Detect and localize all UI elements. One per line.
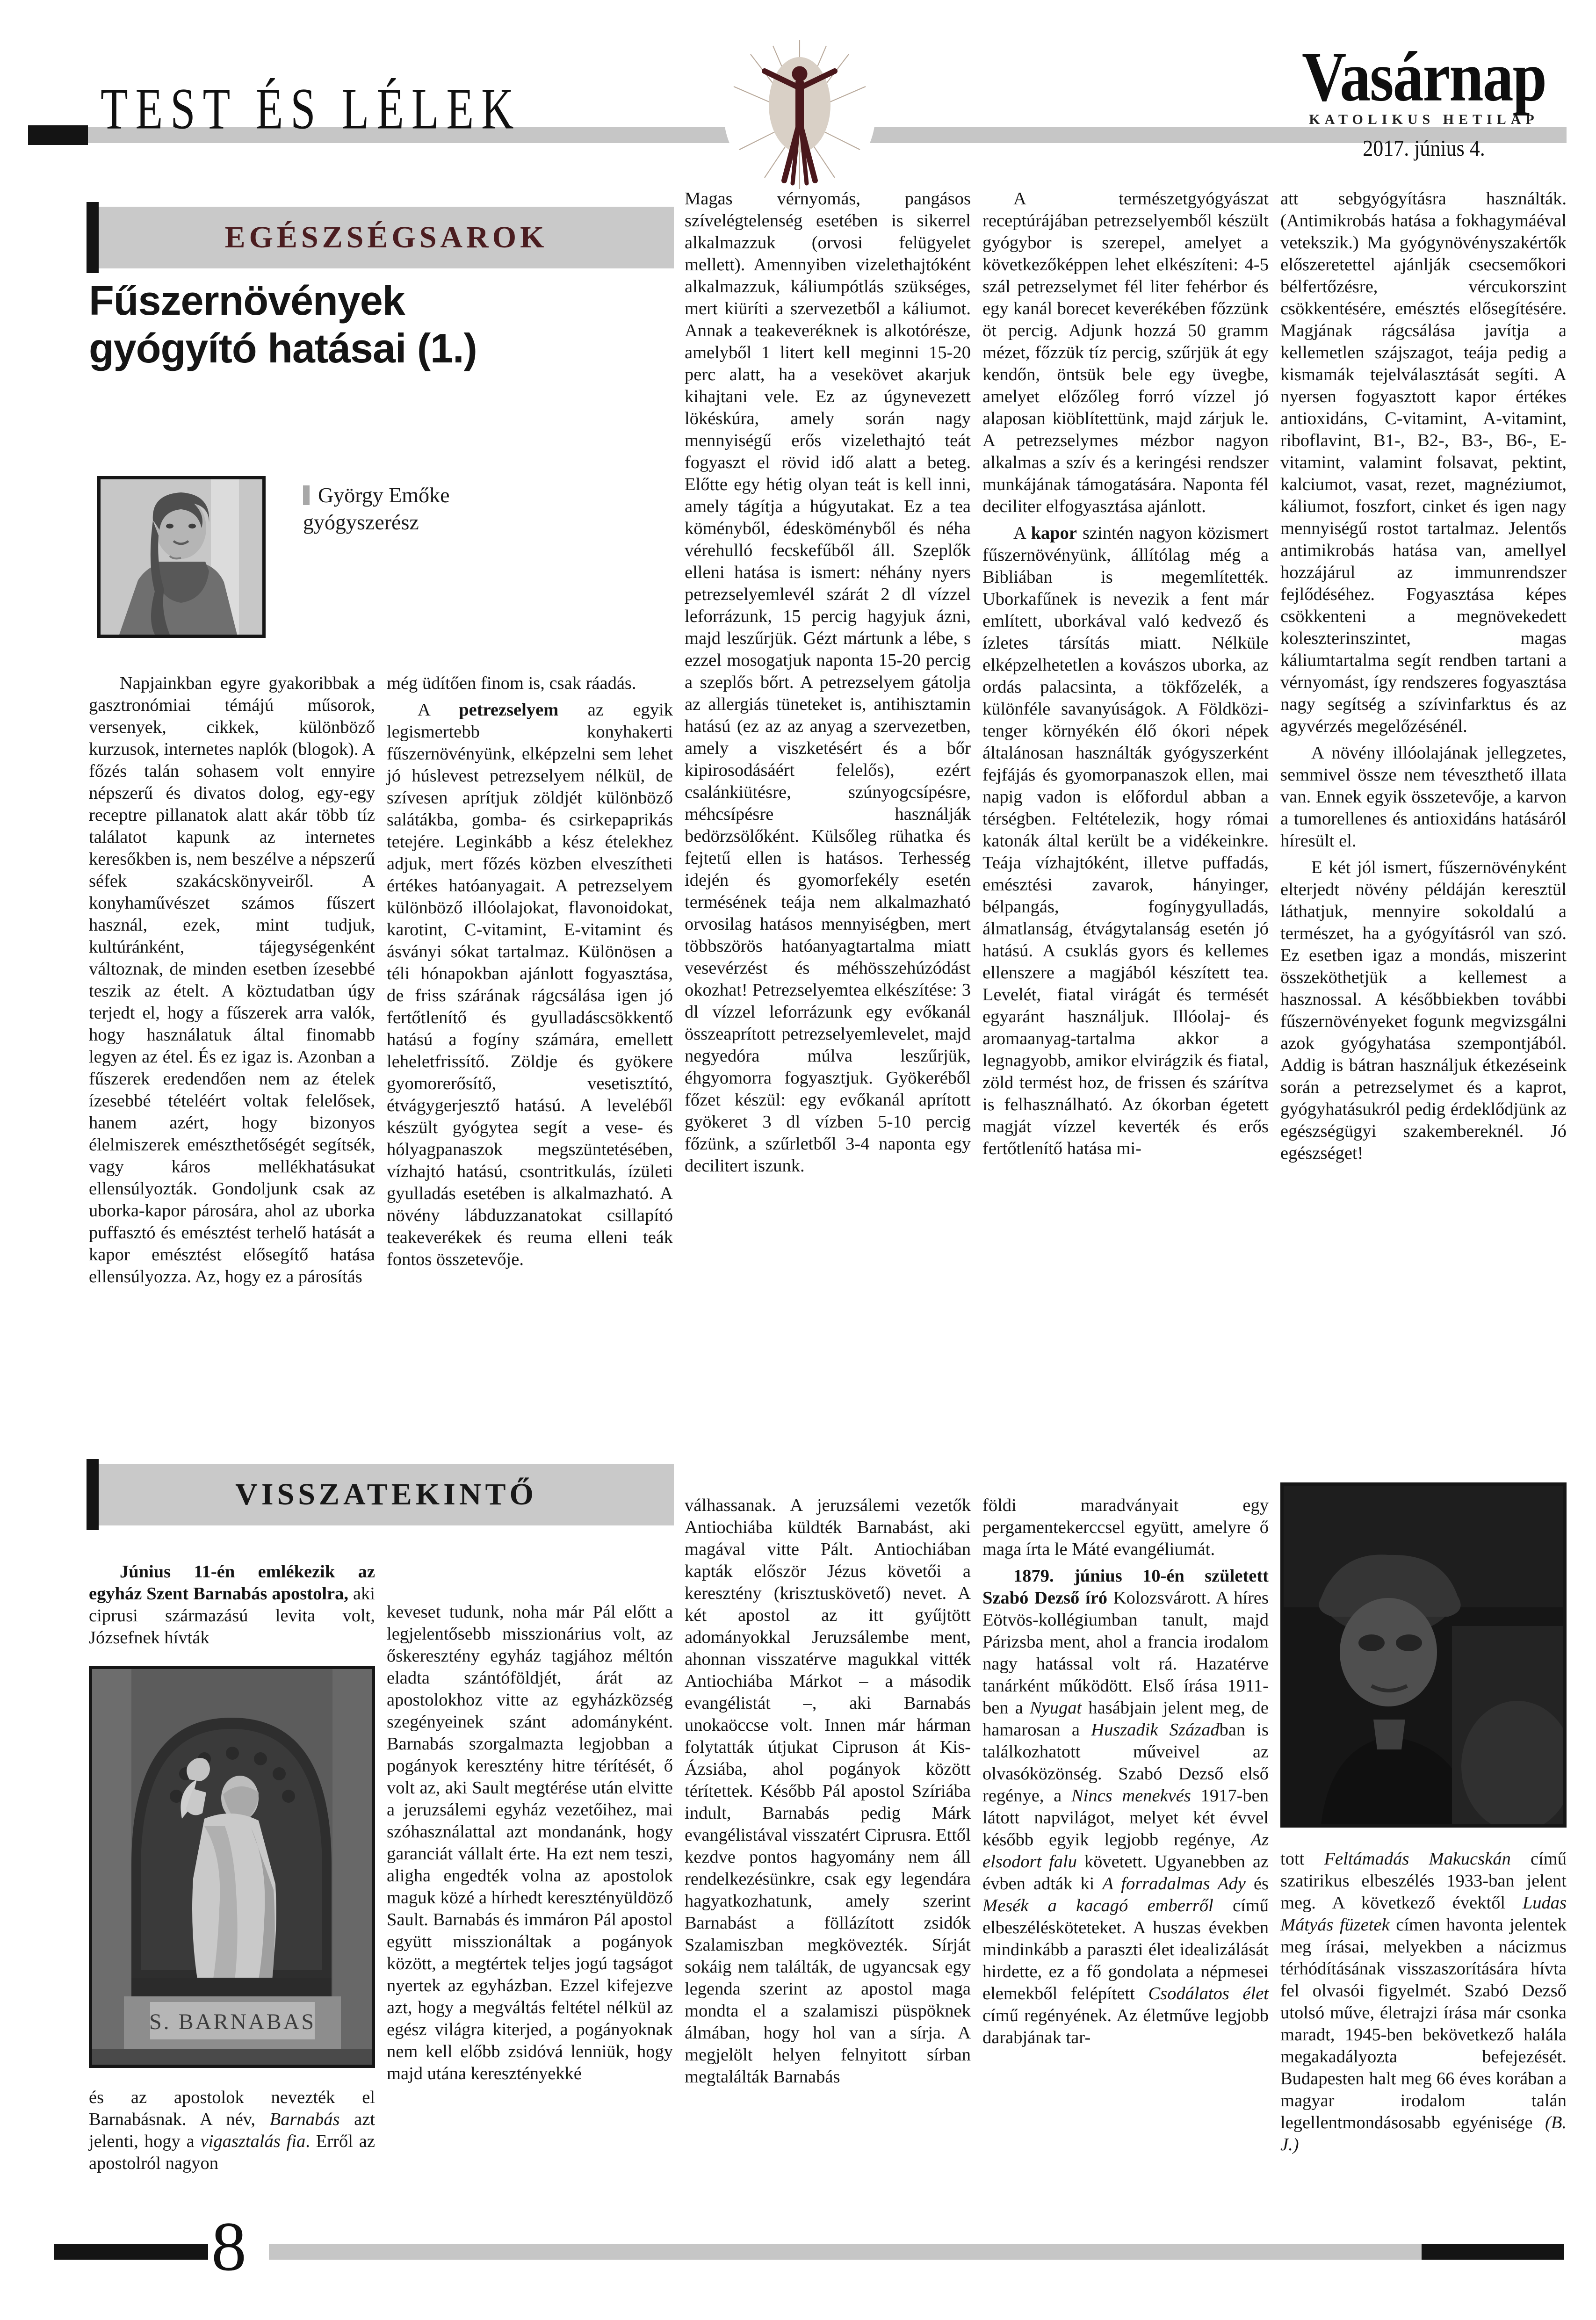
article-paragraph: Napjainkban egyre gyakoribbak a gasztronómiai témájú műsorok, versenyek, cikkek, különböző kurzusok, internetes naplók (blogok). A főzés talán sohasem volt ennyire népszerű és divatos dolog, egy-egy receptre pillanatok alatt akár több tíz találatot kapunk az internetes keresőkben is, nem beszélve a népszerű séfek szakácskönyveiről. A konyhaművészet számos fűszert használ, ezek, mint tudjuk, kultúránként, tájegységenként változnak, de minden esetben ízesebbé teszik az ételt. A köztudatban úgy terjedt el, hogy a fűszerek arra valók, hogy használatuk által finomabb legyen az étel. És ez igaz is. Azonban a fűszerek eredendően nem az ételek ízesebbé tételéért voltak felelősek, hanem azért, hogy bizonyos élelmiszerek emészthetőségét segítsék, vagy káros mellékhatásukat ellensúlyozták. Gondoljunk csak az uborka-kapor párosára, ahol az uborka puffasztó és emésztést terhelő hatását a kapor emésztést elősegítő hatása ellensúlyozza. Az, hogy ez a párosítás [89, 673, 375, 1286]
article-paragraph: és az apostolok nevezték el Barnabásnak. A név, Barnabás azt jelenti, hogy a vigasztalás fia. Erről az apostolról nagyon [89, 2088, 376, 2173]
article-paragraph: att sebgyógyításra használták. (Antimikrobás hatása a fokhagymáéval vetekszik.) Ma gyógynövényszakértők előszeretettel ajánlják csecsemőkori bélfertőzésre, vércukorszint csökkentésére, emésztés elősegítésére. Magjának rágcsálása javítja a kellemetlen szájszagot, teája pedig a kismamák tejelválasztását segíti. A nyersen fogyasztott kapor értékes antioxidáns, C-vitamint, A-vitamint, riboflavint, B1-, B2-, B3-, B6-, E-vitamint, valamint folsavat, pektint, kalciumot, vasat, rezet, magnéziumot, káliumot, foszfort, cinket és igen nagy mennyiségű rostot tartalmaz. Jelentős antimikrobás hatása van, amellyel hozzájárul az immunrendszer fejlődéséhez. Fogyasztása képes csökkenteni a megnövekedett koleszterinszintet, magas káliumtartalma segít rendben tartani a vérnyomást, így rendszeres fogyasztása nagy segítség a szívinfarktus és az agyvérzés megelőzésénél. [1280, 189, 1567, 736]
retro-column-1-top-text [89, 1561, 375, 1649]
retro-column-3 [685, 1495, 971, 2205]
article-paragraph: még üdítően finom is, csak ráadás. [387, 673, 636, 693]
article-paragraph: Magas vérnyomás, pangásos szívelégtelenség esetében is sikerrel alkalmazzuk (orvosi felügyelet mellett). Amennyiben vizelethajtóként alkalmazzuk, káliumpótlás szükséges, mert kiüríti a szervezetből a káliumot. Annak a teakeveréknek is alkotórésze, amelyből 1 litert kell meginni 15-20 perc alatt, ha a vesekövet akarjuk kihajtani vele. Ez az úgynevezett lökéskúra, amely során nagy mennyiségű erős vizelethajtó teát fogyaszt el rövid idő alatt a beteg. Előtte egy hétig olyan teát is kell inni, amely tágítja a húgyutakat. Ez a tea köményből, édesköményből és néha vérehulló fecskefűből áll. Szeplők elleni hatása is ismert: néhány nyers petrezselyemlevél szárát 2 dl vízzel leforrázunk, 15 percig hagyjuk ázni, majd leszűrjük. Gézt mártunk a lébe, s ezzel mosogatjuk naponta 15-20 percig a szeplős bőrt. A petrezselyem gátolja az allergiás tüneteket is, antihisztamin hatású (ez az az anyag a szervezetben, amely a viszketésért és a bőr kipirosodásáért felelős), ezért csalánkiütésre, szúnyogcsípésre, méhcsípésre használják bedörzsölőként. Külsőleg rühatka és fejtetű ellen is hatásos. Terhesség idején és gyomorfekély esetén termésének teája nem alkalmazható orvosilag hatásos mennyiségben, mert többszörös hatóanyagtartalma miatt vesevérzést és méhösszehúzódást okozhat! Petrezselyemtea elkészítése: 3 dl vízzel leforrázunk egy evőkanál összeaprított petrezselyemlevelet, majd negyedóra múlva leszűrjük, éhgyomorra fogyasztjuk. Gyökeréből főzet készül: egy evőkanál aprított gyökeret 3 dl vízben 5-10 percig főzünk, a szűrletből 3-4 naponta egy decilitert iszunk. [685, 189, 971, 1176]
author-block [303, 482, 565, 536]
health-article-column-2 [387, 672, 673, 1428]
retro-section-band [99, 1464, 674, 1525]
article-paragraph: keveset tudunk, noha már Pál előtt a legjelentősebb misszionárius volt, az őskeresztény egyház tagjához méltón eladta szántóföldjét, árát az apostolokhoz vitte az egyházközség szegényeinek szánt adományként. Barnabás szorgalmazta legjobban a pogányok keresztény hitre térítését, ő volt az, aki Sault megtérése után elvitte a jeruzsálemi egyház vezetőihez, mai szóhasználattal azt mondanánk, hogy garanciát vállalt érte. Ha ezt nem teszi, aligha engedték volna az apostolok maguk közé a hírhedt keresztényüldöző Sault. Barnabás és immáron Pál apostol együtt misszionáltak a pogányok között, a megtértek teljes jogú tagságot nyertek az egyházban. Ezzel kifejezve azt, hogy a megváltás feltétel nélkül az egész világra kiterjed, a pogányoknak nem kell előbb zsidóvá lenniük, hogy majd utána keresztényekké [387, 1602, 673, 2083]
masthead-title: Vasárnap [1302, 36, 1546, 116]
author-photo [97, 476, 266, 638]
footer-rule-black-left [54, 2244, 208, 2260]
health-article-column-3 [685, 188, 971, 1427]
article-paragraph: A kapor szintén nagyon közismert fűszernövényünk, állítólag még a Bibliában is megemlítették. Uborkafűnek is nevezik a fent már említett, uborkával való kedvező és ízletes társítás miatt. Nélküle elképzelhetetlen a kovászos uborka, az ordás palacsinta, a tökfőzelék, a különféle savanyúságok. A Földközi-tenger környékén élő ókori népek általánosan használták gyógyszerként fejfájás és gyomorpanaszok ellen, mai napig vadon is előfordul abban a térségben. Feltételezik, hogy római katonák által került be a vidékeinkre. Teája vízhajtóként, illetve puffadás, emésztési zavarok, hányinger, bélpangás, fogínygyulladás, álmatlanság, étvágytalanság esetén jó hatású. A csuklás gyors és kellemes ellenszere a magjából készített tea. Levelét, fiatal virágát és termését egyaránt használjuk. Illóolaj- és aromaanyag-tartalma akkor a legnagyobb, amikor elvirágzik és fiatal, zöld termést hoz, de frissen és szárítva is felhasználható. Az ókorban égetett magját vízzel keverték és erős fertőtlenítő hatása mi- [982, 523, 1269, 1158]
vitruvian-man-logo-icon [722, 37, 877, 192]
health-article-column-1 [89, 672, 375, 1428]
retro-band-bar [87, 1459, 99, 1530]
article-paragraph: E két jól ismert, fűszernövényként elterjedt növény példáján keresztül láthatjuk, mennyire sokoldalú a természet, ha a gyógyításról van szó. Ez esetben igaz a mondás, miszerint összeköthetjük a kellemest a hasznossal. A későbbiekben további fűszernövényeket fogunk megvizsgálni azok gyógyhatása szempontjából. Addig is bátran használjuk étkezéseink során a petrezselymet és a kaprot, gyógyhatásukról pedig érdeklődjünk az egészségügyi szakembereknél. Jó egészséget! [1280, 858, 1567, 1163]
health-article-column-4 [982, 188, 1269, 1427]
article-title [89, 277, 477, 372]
author-bullet-mark [303, 485, 310, 505]
article-paragraph: Június 11-én emlékezik az egyház Szent Barnabás apostolra, aki ciprusi származású levita volt, Józsefnek hívták [89, 1562, 375, 1648]
page-number: 8 [211, 2208, 246, 2285]
footer-rule-gray [269, 2244, 1422, 2260]
article-title-line1: Fűszernövények [89, 277, 405, 324]
article-paragraph: tott Feltámadás Makucskán című szatirikus elbeszélés 1933-ban jelent meg. A következő évektől Ludas Mátyás füzetek címen havonta jelentek meg írásai, melyekben a nácizmus térhódításának visszaszorítására hívta fel olvasói figyelmét. Szabó Dezső utolsó műve, életrajzi írása már csonka maradt, 1945-ben bekövetkező halála megakadályozta befejezését. Budapesten halt meg 66 éves korában a magyar irodalom talán legellentmondásosabb egyénisége (B. J.) [1280, 1849, 1567, 2154]
retro-column-1-bottom-text [89, 2087, 375, 2175]
barnabas-statue-photo [89, 1666, 375, 2068]
footer-rule-black-right [1422, 2244, 1564, 2260]
masthead-block [1274, 36, 1574, 161]
article-paragraph: A növény illóolajának jellegzetes, semmivel össze nem téveszthető illata van. Ennek egyik összetevője, a karvon a tumorellenes és antioxidáns hatásáról híresült el. [1280, 743, 1567, 851]
article-title-line2: gyógyító hatásai (1.) [89, 325, 477, 371]
retro-column-1 [89, 1561, 375, 2175]
retro-section-label: VISSZATEKINTŐ [235, 1477, 537, 1511]
szabo-dezso-photo [1280, 1482, 1567, 1828]
header-rule-black-segment [28, 125, 88, 145]
statue-caption: S. BARNABAS [149, 2009, 316, 2034]
health-band-bar [87, 202, 99, 273]
masthead-subtitle: KATOLIKUS HETILAP [1309, 112, 1539, 127]
health-article-column-5 [1280, 188, 1567, 1427]
retro-column-5 [1280, 1482, 1567, 2156]
author-name: György Emőke [318, 483, 450, 507]
article-paragraph: válhassanak. A jeruzsálemi vezetők Antiochiába küldték Barnabást, aki magával vitte Pált. Antiochiában kapták először Jézus követői a keresztény (krisztuskövető) nevet. A két apostol az itt gyűjtött adományokkal Jeruzsálembe ment, ahonnan visszatérve magukkal vitték Antiochiába Márkot – a második evangélistát –, aki Barnabás unokaöccse volt. Innen már hárman folytatták útjukat Cipruson át Kis-Ázsiába, ahol pogányok között térítettek. Később Pál apostol Szíriába indult, Barnabás pedig Márk evangélistával visszatért Ciprusra. Ettől kezdve pontos hagyomány nem áll rendelkezésünkre, csak egy legendára hagyatkozhatunk, amely szerint Barnabást a föllázított zsidók Szalamiszban megkövezték. Sírját sokáig nem találták, de ugyancsak egy legenda szerint az apostol maga mondta el a szalamiszi püspöknek álmában, hogy hol van a sírja. A megjelölt helyen felnyitott sírban megtalálták Barnabás [685, 1496, 971, 2087]
retro-column-4 [982, 1495, 1269, 2205]
issue-date: 2017. június 4. [1363, 136, 1485, 161]
article-paragraph: A petrezselyem az egyik legismertebb konyhakerti fűszernövényünk, elképzelni sem lehet jó húslevest petrezselyem nélkül, de szívesen aprítjuk zöldjét különböző salátákba, gomba- és csirkepaprikás tetejére. Leginkább a kész ételekhez adjuk, mert főzés közben elveszítheti értékes hatóanyagait. A petrezselyem különböző illóolajokat, flavonoidokat, karotint, C-vitamint, E-vitamint és ásványi sókat tartalmaz. Különösen a téli hónapokban ajánlott fogyasztása, de friss szárának rágcsálása igen jó fertőtlenítő és gyulladáscsökkentő hatású a fogíny számára, emellett leheletfrissítő. Zöldje és gyökere gyomorerősítő, vesetisztító, étvágygerjesztő hatású. A leveléből készült gyógytea segít a vese- és hólyagpanaszok megszüntetésében, vízhajtó hatású, csontritkulás, ízületi gyulladás esetében is alkalmazható. A növény lábduzzanatokat csillapító teakeverékek és reuma elleni teák fontos összetevője. [387, 700, 673, 1269]
article-paragraph: földi maradványait egy pergamentekerccsel együtt, amelyre ő maga írta le Máté evangéliumát. [982, 1496, 1269, 1559]
page-kicker: TEST ÉS LÉLEK [101, 76, 521, 141]
health-section-label: EGÉSZSÉGSAROK [224, 220, 548, 254]
retro-column-2 [387, 1601, 673, 2204]
article-paragraph: A természetgyógyászat receptúrájában petrezselyemből készült gyógybor is szerepel, amelyet a következőképpen lehet elkészíteni: 4-5 szál petrezselymet fél liter fehérbor és egy kanál borecet keverékében főzzünk öt percig. Adjunk hozzá 50 gramm mézet, főzzük tíz percig, szűrjük át egy kendőn, öntsük bele egy üvegbe, amelyet előzőleg forró vízzel jó alaposan kiöblítettünk, majd zárjuk le. A petrezselymes mézbor nagyon alkalmas a szív és a keringési rendszer munkájának támogatására. Naponta fél deciliter elfogyasztása ajánlott. [982, 189, 1269, 516]
author-role: gyógyszerész [303, 510, 419, 534]
health-section-band [99, 207, 674, 268]
retro-column-5-text [1280, 1848, 1567, 2156]
article-paragraph: 1879. június 10-én született Szabó Dezső író Kolozsvárott. A híres Eötvös-kollégiumban tanult, majd Párizsba ment, ahol a francia irodalom nagy hatással volt rá. Hazatérve tanárként működött. Első írása 1911-ben a Nyugat hasábjain jelent meg, de hamarosan a Huszadik Században is találkozhatott műveivel az olvasóközönség. Szabó Dezső első regénye, a Nincs menekvés 1917-ben látott napvilágot, melyet két évvel később egyik legjobb regénye, Az elsodort falu követett. Ugyanebben az évben adták ki A forradalmas Ady és Mesék a kacagó emberről című elbeszélésköteteket. A huszas években mindinkább a paraszti élet idealizálását hirdette, ez a fő gondolata a népmesei elemekből felépített Csodálatos élet című regényének. Az életműve legjobb darabjának tar- [982, 1566, 1269, 2047]
author-name-line [303, 482, 565, 509]
